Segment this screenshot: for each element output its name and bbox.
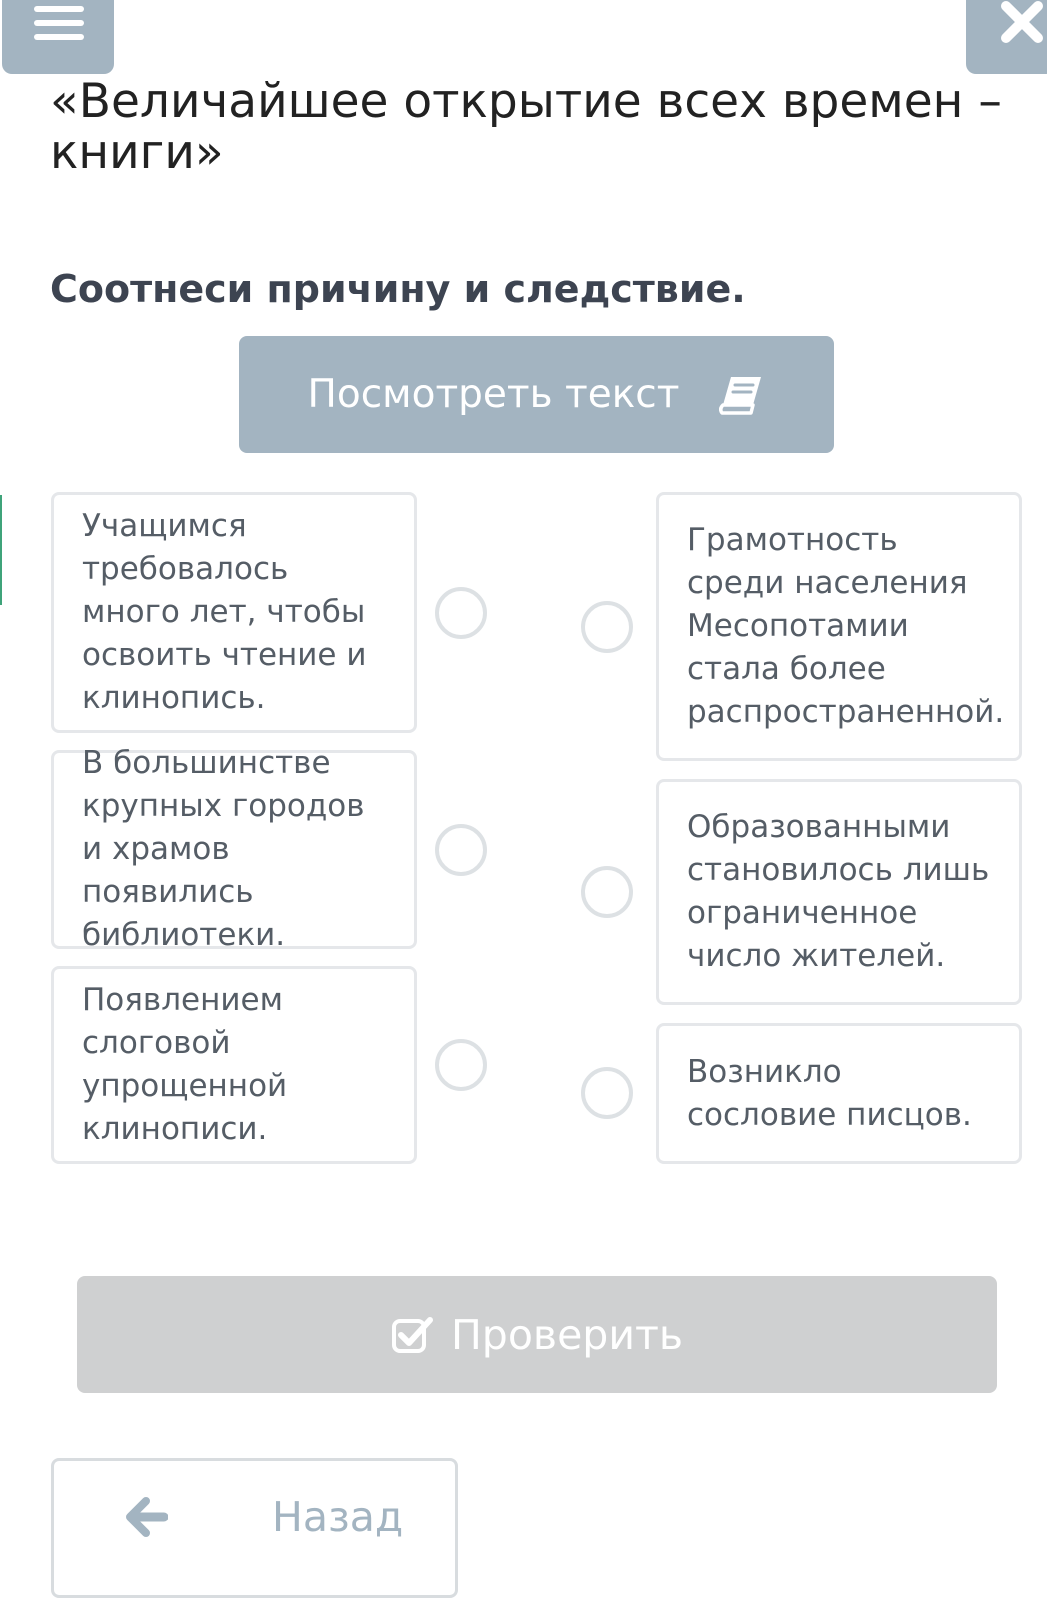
- cause-connector-3[interactable]: [435, 1039, 487, 1091]
- cause-text-3: Появлением слоговой упрощенной клинописи.: [82, 982, 288, 1147]
- book-icon: [719, 374, 765, 416]
- effect-card-1[interactable]: [656, 492, 1022, 761]
- menu-button[interactable]: [2, 0, 114, 74]
- check-button[interactable]: [77, 1276, 997, 1393]
- back-label: Назад: [272, 1493, 404, 1541]
- left-accent-bar: [0, 495, 2, 605]
- cause-card-1[interactable]: [51, 492, 417, 733]
- task-instruction: Соотнеси причину и следствие.: [50, 267, 746, 311]
- back-button[interactable]: [51, 1458, 458, 1598]
- effect-card-2[interactable]: [656, 779, 1022, 1005]
- effect-connector-3[interactable]: [581, 1067, 633, 1119]
- arrow-left-icon: [126, 1497, 168, 1537]
- effect-text-3: Возникло сословие писцов.: [687, 1053, 972, 1133]
- close-button[interactable]: [966, 0, 1047, 74]
- effect-connector-2[interactable]: [581, 866, 633, 918]
- page-title: «Величайшее открытие всех времен – книги»: [50, 74, 1002, 180]
- checkbox-check-icon: [391, 1316, 433, 1354]
- view-text-label: Посмотреть текст: [307, 372, 680, 417]
- effect-text-1: Грамотность среди населения Месопотамии стала более распространенной.: [687, 522, 1005, 730]
- effect-card-3[interactable]: [656, 1023, 1022, 1164]
- close-icon: [1000, 0, 1044, 44]
- cause-connector-2[interactable]: [435, 824, 487, 876]
- cause-card-3[interactable]: [51, 966, 417, 1164]
- check-label: Проверить: [450, 1310, 684, 1359]
- cause-text-1: Учащимся требовалось много лет, чтобы освоить чтение и клинопись.: [82, 508, 367, 716]
- cause-text-2: В большинстве крупных городов и храмов появились библиотеки.: [82, 745, 365, 953]
- cause-card-2[interactable]: [51, 745, 417, 953]
- cause-connector-1[interactable]: [435, 587, 487, 639]
- effect-connector-1[interactable]: [581, 601, 633, 653]
- effect-text-2: Образованными становилось лишь ограниченное число жителей.: [687, 809, 990, 974]
- view-text-button[interactable]: [239, 336, 834, 453]
